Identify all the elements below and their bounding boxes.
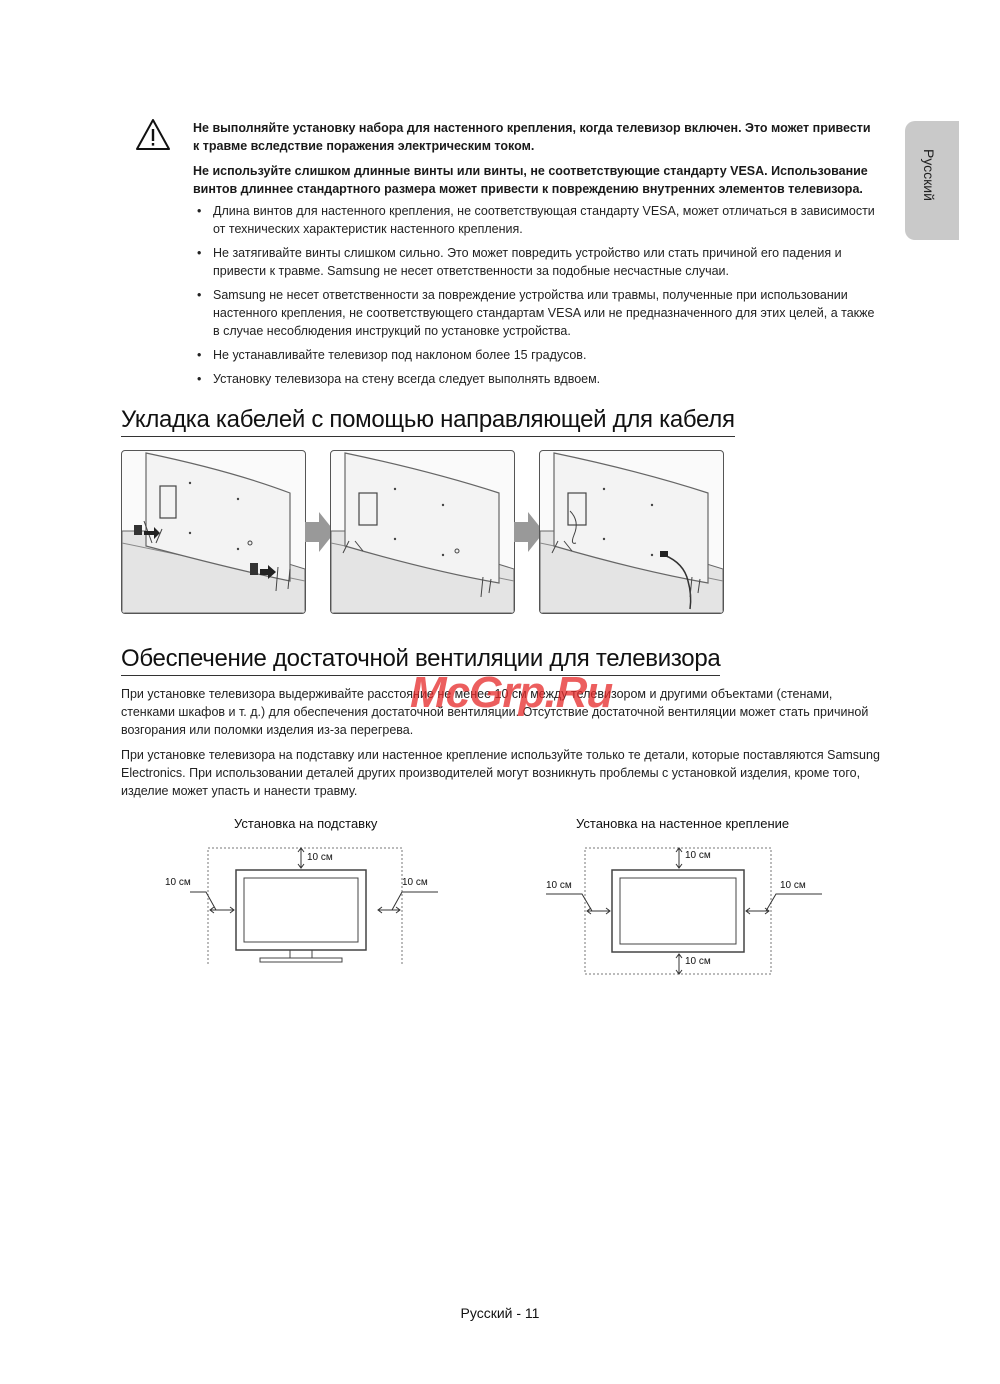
section-title-ventilation: Обеспечение достаточной вентиляции для телевизора <box>121 645 720 676</box>
wall-top-gap-label: 10 см <box>685 850 711 861</box>
ventilation-paragraph-1: При установке телевизора выдерживайте расстояние не менее 10 см между телевизором и другими объектами (стенами, стенками шкафов и т. д.) для обеспечения достаточной вентиляции. Отсутствие достаточной вентиляции может стать причиной возгорания или поломки изделия из-за перегрева. <box>121 687 869 737</box>
warning-line-1: Не выполняйте установку набора для настенного крепления, когда телевизор включен. Это может привести к травме вследствие поражения электрическим током. <box>193 121 871 153</box>
wall-right-gap-label: 10 см <box>780 880 806 891</box>
stand-right-gap-label: 10 см <box>402 877 428 888</box>
language-tab-label: Русский <box>921 149 937 201</box>
list-item: • Не устанавливайте телевизор под наклоном более 15 градусов. <box>195 346 875 364</box>
bullet-list <box>195 202 875 394</box>
watermark: McGrp.Ru <box>410 668 613 717</box>
warning-line-2: Не используйте слишком длинные винты или винты, не соответствующие стандарту VESA. Использование винтов длиннее стандартного размера может привести к повреждению внутренних элементов телевизора. <box>193 164 868 196</box>
ventilation-paragraph-2: При установке телевизора на подставку или настенное крепление используйте только те детали, которые поставляются Samsung Electronics. При использовании деталей других производителей могут возникнуть проблемы с установкой изделия, кроме того, изделие может упасть и нанести травму. <box>121 748 880 798</box>
wall-bottom-gap-label: 10 см <box>685 956 711 967</box>
list-item: • Длина винтов для настенного крепления, не соответствующая стандарту VESA, может отличаться в зависимости от технических характеристик настенного крепления. <box>195 202 875 238</box>
stand-left-gap-label: 10 см <box>165 877 191 888</box>
cable-step-3-illustration <box>539 450 724 614</box>
list-item: • Установку телевизора на стену всегда следует выполнять вдвоем. <box>195 370 875 388</box>
cable-step-2-illustration <box>330 450 515 614</box>
stand-ventilation-diagram <box>160 840 450 970</box>
warning-triangle-icon <box>135 117 171 153</box>
page-footer: Русский - 11 <box>460 1305 540 1321</box>
section-title-cables: Укладка кабелей с помощью направляющей для кабеля <box>121 406 735 437</box>
language-tab[interactable] <box>905 121 959 240</box>
list-item: • Samsung не несет ответственности за повреждение устройства или травмы, полученные при использовании настенного крепления, не соответствующего стандартам VESA или не предназначенного для этих целей, а также в случае несоблюдения инструкций по установке устройства. <box>195 286 875 340</box>
stand-top-gap-label: 10 см <box>307 852 333 863</box>
wall-diagram-title: Установка на настенное крепление <box>576 816 790 831</box>
stand-diagram-title: Установка на подставку <box>234 816 378 831</box>
wall-left-gap-label: 10 см <box>546 880 572 891</box>
cable-step-1-illustration <box>121 450 306 614</box>
list-item: • Не затягивайте винты слишком сильно. Это может повредить устройство или стать причиной его падения и привести к травме. Samsung не несет ответственности за подобные несчастные случаи. <box>195 244 875 280</box>
